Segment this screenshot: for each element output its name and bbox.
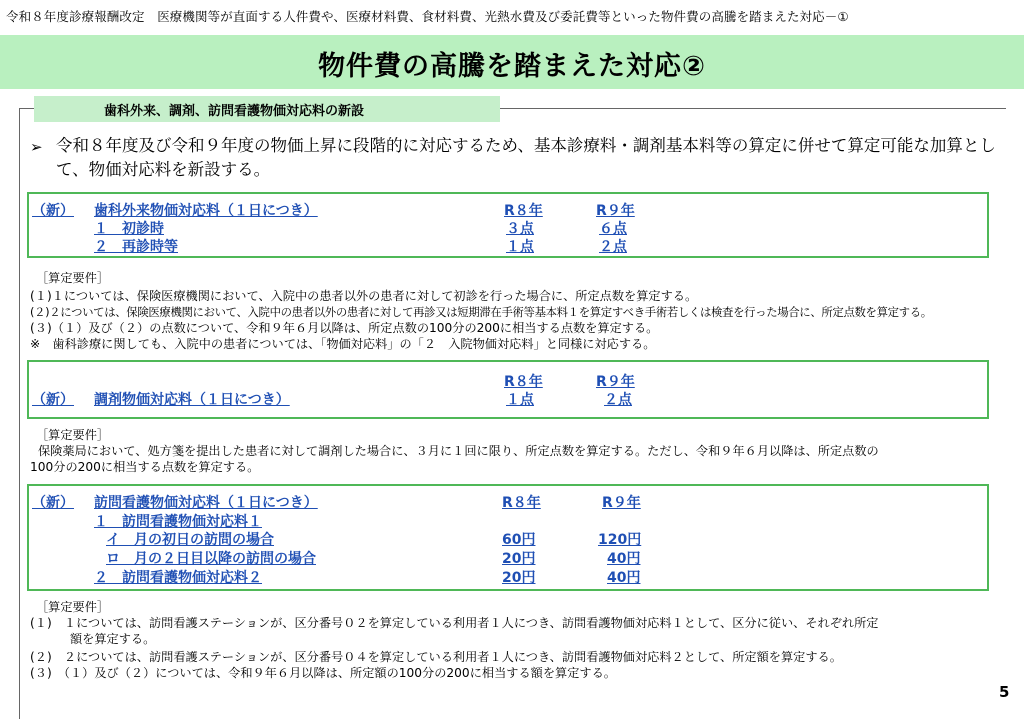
pharmacy-new-tag[interactable]: （新）	[32, 392, 74, 408]
nursing-sub-r9[interactable]: 40円	[607, 551, 641, 567]
pharmacy-r8[interactable]: １点	[506, 392, 534, 408]
breadcrumb: 令和８年度診療報酬改定 医療機関等が直面する人件費や、医療材料費、食材料費、光熱水費及び委託費等といった物件費の高騰を踏まえた対応－①	[6, 9, 849, 24]
nursing-col-r9[interactable]: R９年	[602, 495, 641, 511]
nursing-row-r8[interactable]: 20円	[502, 570, 536, 586]
dental-req-line: (２)２については、保険医療機関において、入院中の患者以外の患者に対して再診又は短期滞在手術等基本料１を算定すべき手術若しくは検査を行った場合に、所定点数を算定する。	[30, 305, 932, 319]
dental-req-line: (３)（１）及び（２）の点数について、令和９年６月以降は、所定点数の100分の200に相当する点数を算定する。	[30, 321, 659, 335]
nursing-req-line: 額を算定する。	[70, 632, 156, 646]
pharmacy-fee-name[interactable]: 調剤物価対応料（１日につき）	[94, 392, 290, 408]
pharmacy-req-title: ［算定要件］	[36, 428, 110, 442]
dental-col-r8[interactable]: R８年	[504, 203, 543, 219]
nursing-sub-label[interactable]: イ 月の初日の訪問の場合	[106, 532, 274, 548]
dental-req-line: ※ 歯科診療に関しても、入院中の患者については、「物価対応料」の「２ 入院物価対応料」と同様に対応する。	[30, 337, 656, 351]
nursing-req-line: (２) ２については、訪問看護ステーションが、区分番号０４を算定している利用者１人につき、訪問看護物価対応料２として、所定額を算定する。	[30, 650, 842, 664]
dental-req-title: ［算定要件］	[36, 271, 110, 285]
dental-req-line: (１)１については、保険医療機関において、入院中の患者以外の患者に対して初診を行った場合に、所定点数を算定する。	[30, 289, 698, 303]
dental-fee-name[interactable]: 歯科外来物価対応料（１日につき）	[94, 203, 318, 219]
dental-row-r9[interactable]: ６点	[599, 221, 627, 237]
page-title: 物件費の高騰を踏まえた対応②	[318, 51, 706, 82]
dental-col-r9[interactable]: R９年	[596, 203, 635, 219]
dental-row-r9[interactable]: ２点	[599, 239, 627, 255]
intro-text: 令和８年度及び令和９年度の物価上昇に段階的に対応するため、基本診療料・調剤基本料等の算定に併せて算定可能な加算として、物価対応料を新設する。	[56, 136, 996, 179]
section-tab	[34, 96, 500, 122]
dental-row-r8[interactable]: ３点	[506, 221, 534, 237]
title-band	[0, 35, 1024, 89]
bullet-arrow-icon: ➢	[30, 138, 43, 156]
page-number: 5	[999, 683, 1010, 701]
nursing-col-r8[interactable]: R８年	[502, 495, 541, 511]
nursing-req-line: (１) １については、訪問看護ステーションが、区分番号０２を算定している利用者１人につき、訪問看護物価対応料１として、区分に従い、それぞれ所定	[30, 616, 879, 630]
pharmacy-req-line: 保険薬局において、処方箋を提出した患者に対して調剤した場合に、３月に１回に限り、所定点数を算定する。ただし、令和９年６月以降は、所定点数の	[38, 444, 879, 458]
nursing-sub-r8[interactable]: 60円	[502, 532, 536, 548]
pharmacy-req-line: 100分の200に相当する点数を算定する。	[30, 460, 260, 474]
nursing-req-line: (３) （１）及び（２）については、令和９年６月以降は、所定額の100分の200に相当する額を算定する。	[30, 666, 616, 680]
nursing-new-tag[interactable]: （新）	[32, 495, 74, 511]
dental-row-r8[interactable]: １点	[506, 239, 534, 255]
nursing-sub-label[interactable]: ロ 月の２日目以降の訪問の場合	[106, 551, 316, 567]
dental-row-label[interactable]: ２ 再診時等	[94, 239, 178, 255]
dental-row-label[interactable]: １ 初診時	[94, 221, 164, 237]
section-tab-label: 歯科外来、調剤、訪問看護物価対応料の新設	[104, 104, 365, 119]
pharmacy-r9[interactable]: ２点	[604, 392, 632, 408]
nursing-row-label[interactable]: ２ 訪問看護物価対応料２	[94, 570, 262, 586]
nursing-row-r9[interactable]: 40円	[607, 570, 641, 586]
pharmacy-col-r8[interactable]: R８年	[504, 374, 543, 390]
nursing-row-label[interactable]: １ 訪問看護物価対応料１	[94, 514, 262, 530]
nursing-sub-r9[interactable]: 120円	[598, 532, 642, 548]
nursing-req-title: ［算定要件］	[36, 600, 110, 614]
dental-new-tag[interactable]: （新）	[32, 203, 74, 219]
nursing-fee-name[interactable]: 訪問看護物価対応料（１日につき）	[94, 495, 318, 511]
pharmacy-col-r9[interactable]: R９年	[596, 374, 635, 390]
nursing-sub-r8[interactable]: 20円	[502, 551, 536, 567]
